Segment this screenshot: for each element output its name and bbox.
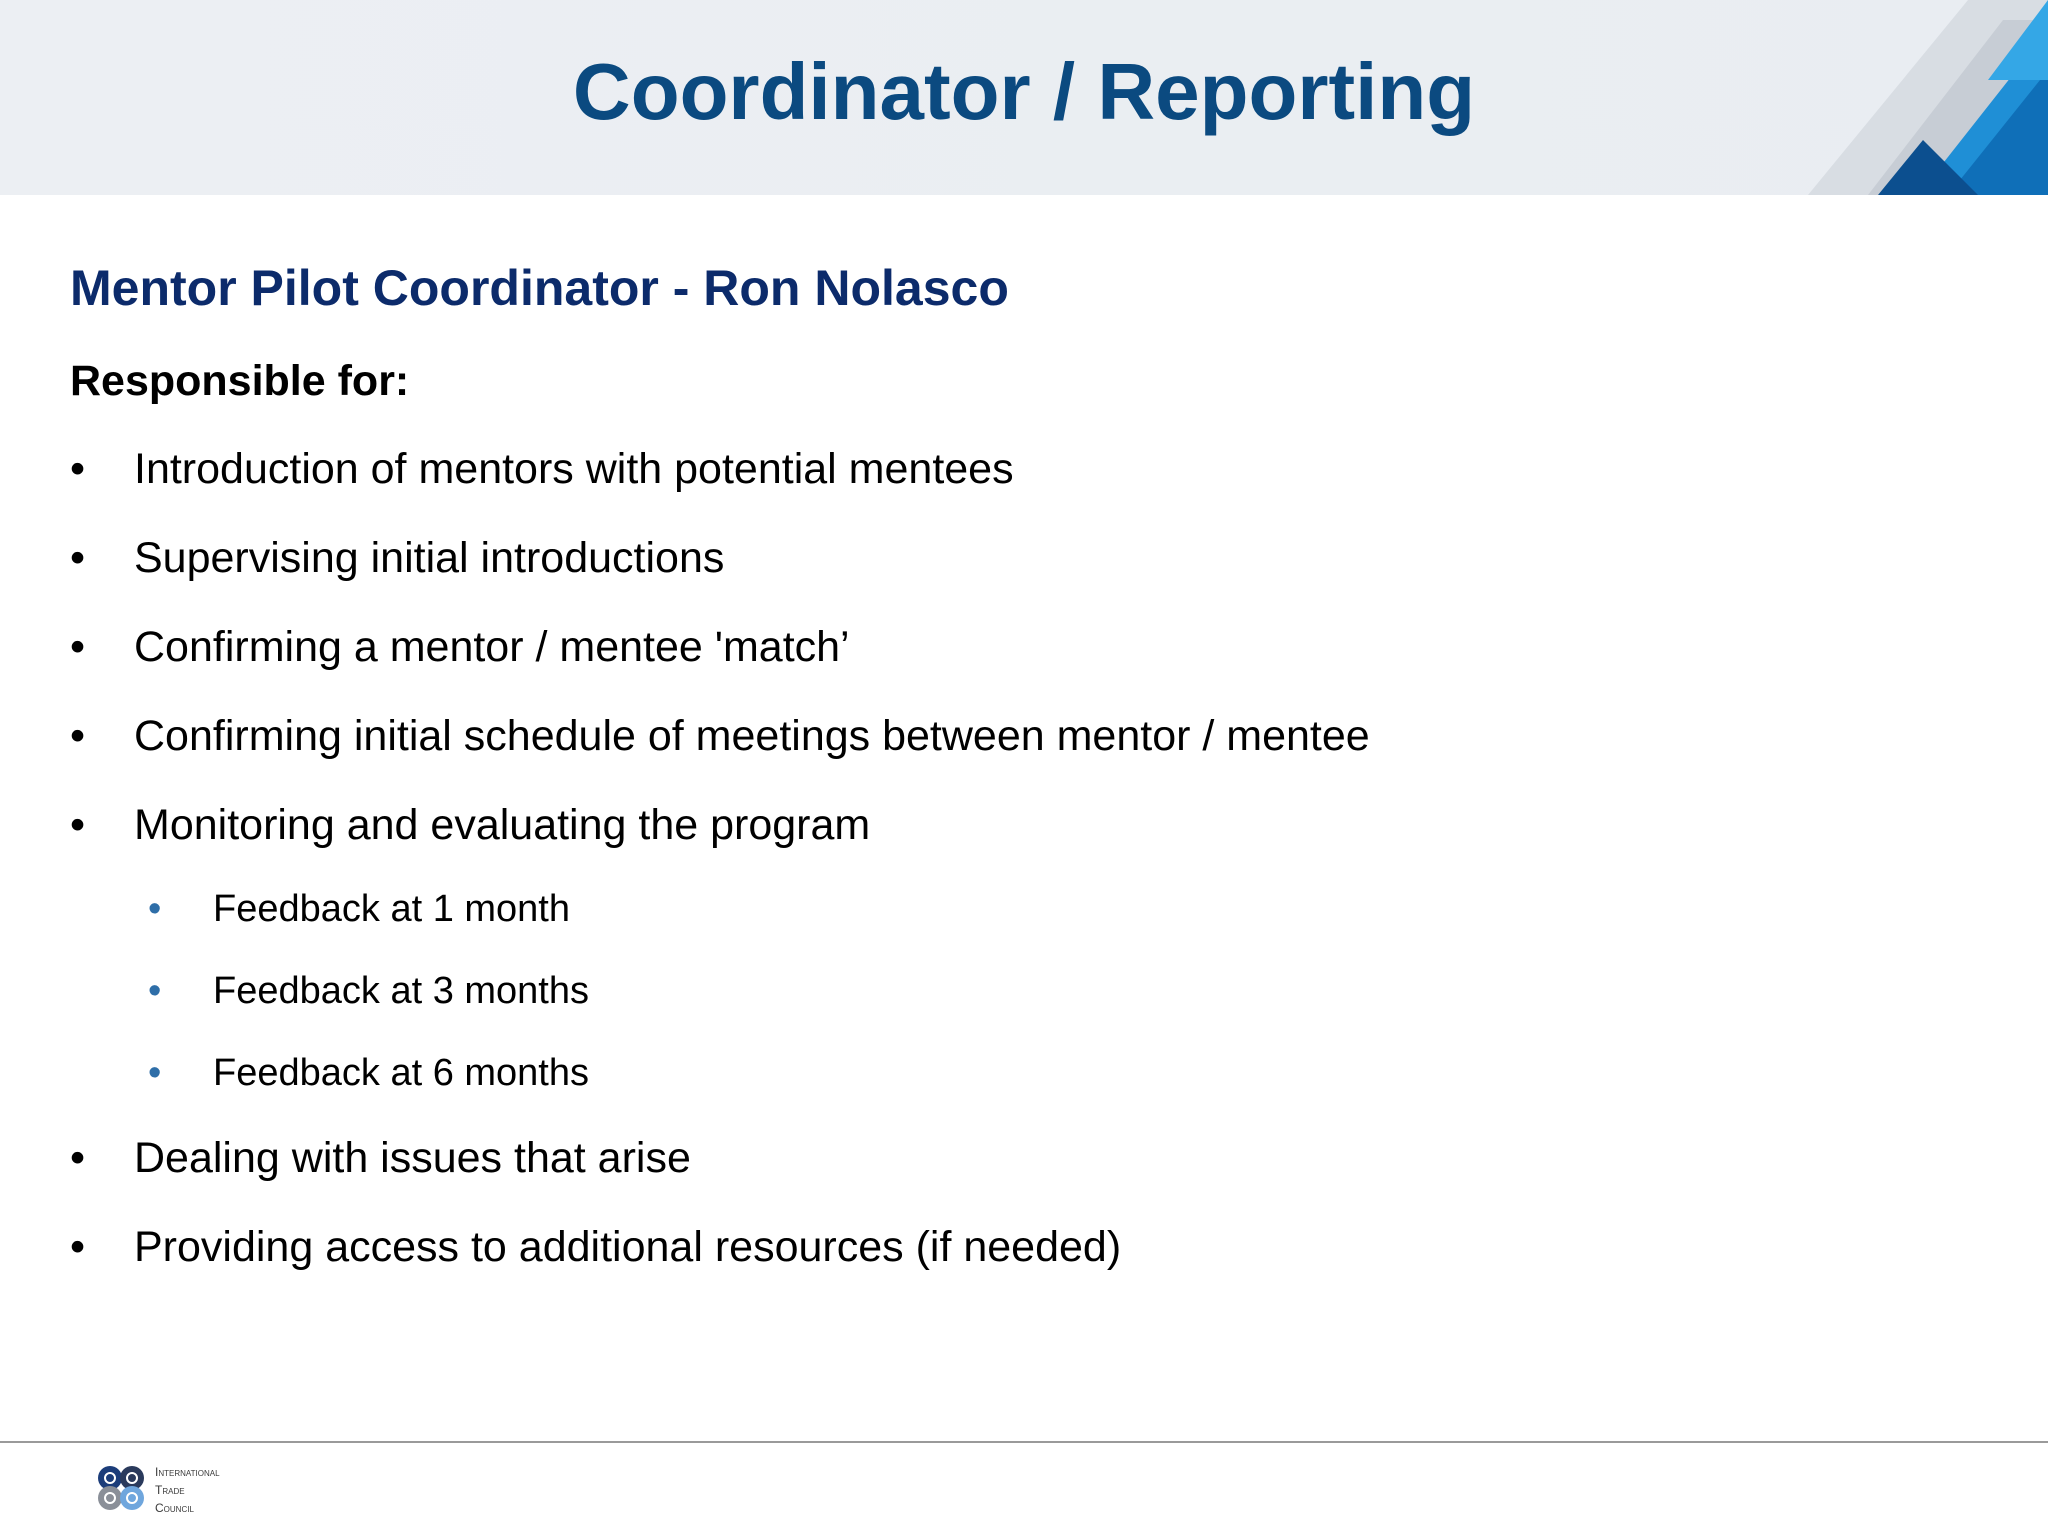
logo-wordmark (155, 1463, 220, 1517)
bullet-text: Monitoring and evaluating the program (134, 801, 871, 849)
bullet-text: Introduction of mentors with potential mentees (134, 445, 1014, 493)
logo-text-line: Council (155, 1501, 194, 1515)
bullet-text: Confirming a mentor / mentee 'match’ (134, 623, 850, 671)
sub-bullet-marker: • (148, 888, 162, 930)
sub-bullet-marker: • (148, 1052, 162, 1094)
bullet-marker: • (70, 801, 86, 849)
bullet-marker: • (70, 1223, 86, 1271)
slide-title: Coordinator / Reporting (572, 47, 1476, 136)
bullet-text: Dealing with issues that arise (134, 1134, 691, 1182)
sub-bullet-text: Feedback at 1 month (213, 888, 570, 930)
responsible-label: Responsible for: (70, 357, 410, 405)
sub-bullet-text: Feedback at 3 months (213, 970, 589, 1012)
bullet-marker: • (70, 712, 86, 760)
bullet-marker: • (70, 534, 86, 582)
sub-bullet-marker: • (148, 970, 162, 1012)
logo-text-line: Trade (155, 1483, 185, 1497)
bullet-marker: • (70, 623, 86, 671)
bullet-marker: • (70, 1134, 86, 1182)
bullet-text: Providing access to additional resources (if needed) (134, 1223, 1122, 1271)
logo-text-line: International (155, 1465, 220, 1479)
bullet-text: Supervising initial introductions (134, 534, 725, 582)
sub-bullet-text: Feedback at 6 months (213, 1052, 589, 1094)
footer-divider (0, 1441, 2048, 1443)
bullet-text: Confirming initial schedule of meetings between mentor / mentee (134, 712, 1370, 760)
section-subtitle: Mentor Pilot Coordinator - Ron Nolasco (70, 260, 1009, 316)
bullet-marker: • (70, 445, 86, 493)
header-banner (0, 0, 2048, 195)
